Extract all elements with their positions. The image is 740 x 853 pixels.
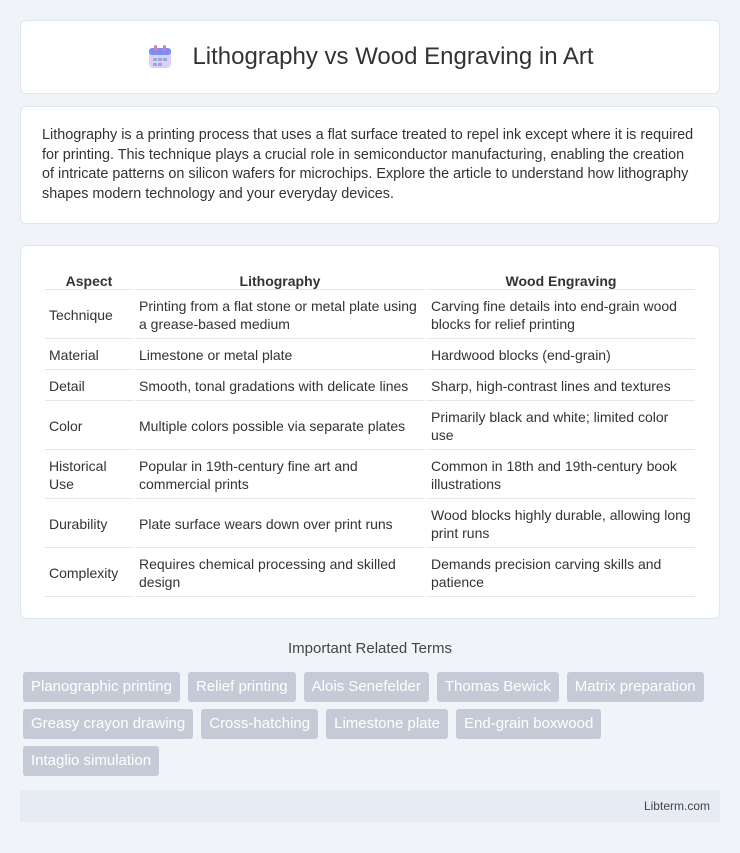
table-cell: Smooth, tonal gradations with delicate lines bbox=[135, 372, 425, 401]
table-row bbox=[45, 501, 695, 548]
table-cell: Limestone or metal plate bbox=[135, 341, 425, 370]
table-row bbox=[45, 403, 695, 450]
term-tag[interactable]: Matrix preparation bbox=[567, 672, 704, 702]
term-tag[interactable]: Greasy crayon drawing bbox=[23, 709, 193, 739]
table-cell: Technique bbox=[45, 292, 133, 339]
table-row bbox=[45, 452, 695, 499]
table-cell: Material bbox=[45, 341, 133, 370]
table-row bbox=[45, 372, 695, 401]
footer-brand-link[interactable]: Libterm.com bbox=[643, 799, 710, 813]
table-cell: Printing from a flat stone or metal plate using a grease-based medium bbox=[135, 292, 425, 339]
footer bbox=[20, 790, 720, 822]
table-cell: Sharp, high-contrast lines and textures bbox=[427, 372, 695, 401]
table-cell: Popular in 19th-century fine art and commercial prints bbox=[135, 452, 425, 499]
term-tag[interactable]: Planographic printing bbox=[23, 672, 180, 702]
table-row bbox=[45, 550, 695, 597]
term-tag[interactable]: End-grain boxwood bbox=[456, 709, 601, 739]
table-cell: Multiple colors possible via separate plates bbox=[135, 403, 425, 450]
column-header-lithography: Lithography bbox=[135, 268, 425, 290]
table-cell: Complexity bbox=[45, 550, 133, 597]
related-terms-title: Important Related Terms bbox=[288, 640, 452, 657]
calendar-icon bbox=[146, 43, 174, 71]
table-cell: Plate surface wears down over print runs bbox=[135, 501, 425, 548]
table-cell: Requires chemical processing and skilled design bbox=[135, 550, 425, 597]
header-card bbox=[20, 20, 720, 94]
table-row bbox=[45, 341, 695, 370]
term-tag[interactable]: Limestone plate bbox=[326, 709, 448, 739]
term-tag[interactable]: Intaglio simulation bbox=[23, 746, 159, 776]
term-tag[interactable]: Relief printing bbox=[188, 672, 296, 702]
column-header-wood-engraving: Wood Engraving bbox=[427, 268, 695, 290]
table-cell: Durability bbox=[45, 501, 133, 548]
table-cell: Color bbox=[45, 403, 133, 450]
page-title: Lithography vs Wood Engraving in Art bbox=[192, 43, 594, 70]
table-row bbox=[45, 292, 695, 339]
comparison-card bbox=[20, 245, 720, 619]
comparison-table bbox=[43, 266, 697, 599]
table-cell: Wood blocks highly durable, allowing long print runs bbox=[427, 501, 695, 548]
term-tag[interactable]: Cross-hatching bbox=[201, 709, 318, 739]
table-cell: Primarily black and white; limited color use bbox=[427, 403, 695, 450]
table-cell: Common in 18th and 19th-century book illustrations bbox=[427, 452, 695, 499]
table-cell: Detail bbox=[45, 372, 133, 401]
column-header-aspect: Aspect bbox=[45, 268, 133, 290]
table-cell: Hardwood blocks (end-grain) bbox=[427, 341, 695, 370]
table-cell: Demands precision carving skills and patience bbox=[427, 550, 695, 597]
term-tag[interactable]: Alois Senefelder bbox=[304, 672, 429, 702]
term-tag[interactable]: Thomas Bewick bbox=[437, 672, 559, 702]
table-cell: Historical Use bbox=[45, 452, 133, 499]
table-cell: Carving fine details into end-grain wood blocks for relief printing bbox=[427, 292, 695, 339]
intro-card bbox=[20, 106, 720, 224]
related-terms-list bbox=[23, 672, 723, 776]
intro-text: Lithography is a printing process that uses a flat surface treated to repel ink except where it is required for printing. This technique plays a crucial role in semiconductor manufacturing, enabling the creation of intricate patterns on silicon wafers for microchips. Explore the article to understand how lithography shapes modern technology and your everyday devices. bbox=[42, 127, 694, 202]
